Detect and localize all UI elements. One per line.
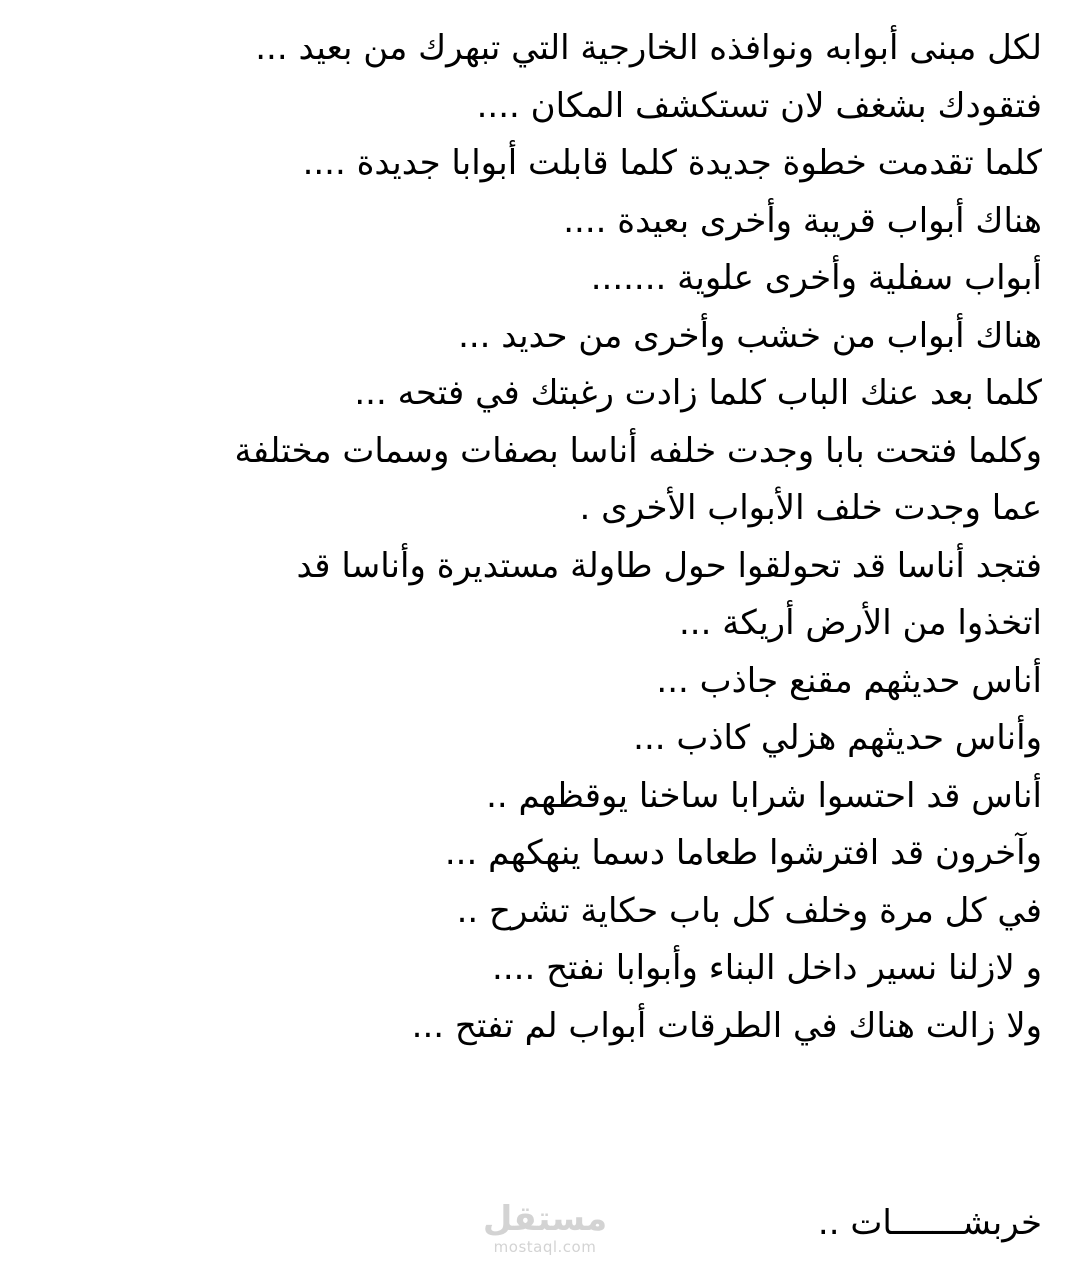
text-line: وكلما فتحت بابا وجدت خلفه أناسا بصفات وسمات مختلفة — [234, 430, 1042, 471]
text-line: أناس حديثهم مقنع جاذب ... — [656, 660, 1042, 701]
mostaql-watermark — [470, 1200, 620, 1256]
text-line: هناك أبواب من خشب وأخرى من حديد ... — [458, 315, 1042, 356]
text-line: هناك أبواب قريبة وأخرى بعيدة .... — [563, 200, 1042, 241]
text-line: كلما بعد عنك الباب كلما زادت رغبتك في فتحه ... — [354, 373, 1042, 413]
poem-text — [32, 20, 1042, 1055]
text-line: وآخرون قد افترشوا طعاما دسما ينهكهم ... — [444, 833, 1042, 873]
text-line: كلما تقدمت خطوة جديدة كلما قابلت أبوابا جديدة .... — [302, 143, 1042, 183]
watermark-url: mostaql.com — [493, 1238, 597, 1256]
text-line: ولا زالت هناك في الطرقات أبواب لم تفتح ... — [411, 1005, 1042, 1046]
text-line: أبواب سفلية وأخرى علوية ....... — [590, 258, 1042, 298]
text-line: اتخذوا من الأرض أريكة ... — [678, 603, 1042, 643]
text-line: فتقودك بشغف لان تستكشف المكان .... — [476, 85, 1042, 126]
text-line: أناس قد احتسوا شرابا ساخنا يوقظهم .. — [486, 775, 1042, 816]
signature: خربشـــــــات .. — [817, 1203, 1042, 1243]
text-line: لكل مبنى أبوابه ونوافذه الخارجية التي تبهرك من بعيد ... — [255, 28, 1042, 68]
watermark-logo: مستقل — [482, 1199, 608, 1239]
text-line: في كل مرة وخلف كل باب حكاية تشرح .. — [456, 890, 1042, 931]
text-line: وأناس حديثهم هزلي كاذب ... — [633, 718, 1042, 758]
text-line: فتجد أناسا قد تحولقوا حول طاولة مستديرة وأناسا قد — [296, 545, 1042, 586]
text-line: عما وجدت خلف الأبواب الأخرى . — [579, 488, 1042, 528]
text-line: و لازلنا نسير داخل البناء وأبوابا نفتح .... — [492, 948, 1042, 988]
